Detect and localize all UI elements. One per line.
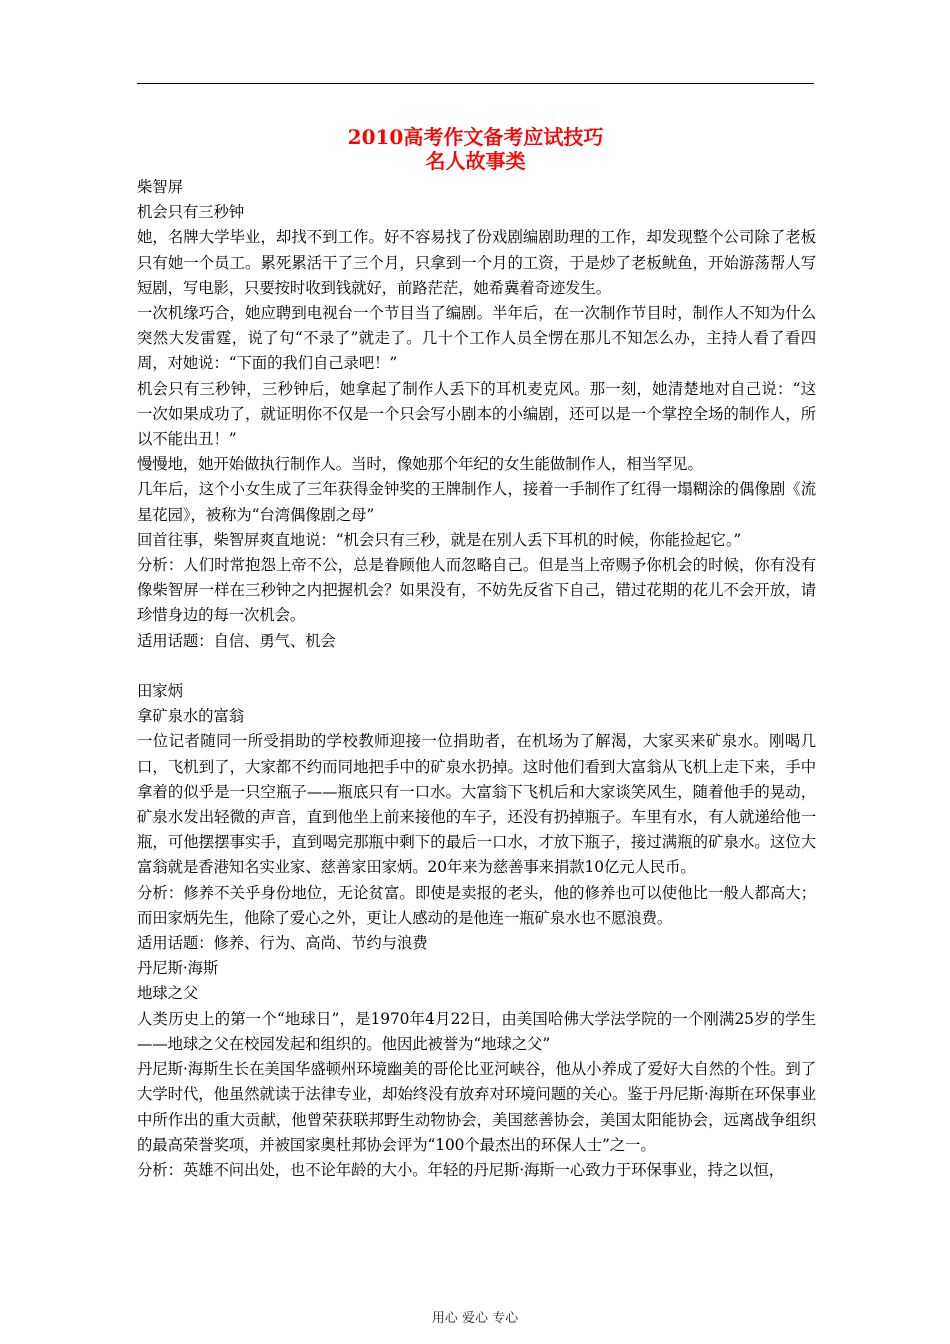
paragraph: 人类历史上的第一个“地球日”，是1970年4月22日，由美国哈佛大学法学院的一个刚满25岁的学生——地球之父在校园发起和组织的。他因此被誉为“地球之父” (137, 1009, 816, 1053)
story-person: 柴智屏 (137, 178, 183, 196)
blank-line (137, 654, 816, 679)
topics-line: 适用话题：自信、勇气、机会 (137, 631, 336, 650)
paragraph: 一次机缘巧合，她应聘到电视台一个节目当了编剧。半年后，在一次制作节目时，制作人不知为什么突然大发雷霆，说了句“不录了”就走了。几十个工作人员全愣在那儿不知怎么办，主持人看了看四周，对她说：“下面的我们自己录吧！” (137, 304, 816, 373)
story-headline: 地球之父 (137, 984, 199, 1003)
paragraph: 几年后，这个小女生成了三年获得金钟奖的王牌制作人，接着一手制作了红得一塌糊涂的偶像剧《流星花园》，被称为“台湾偶像剧之母” (137, 480, 816, 524)
paragraph: 机会只有三秒钟，三秒钟后，她拿起了制作人丢下的耳机麦克风。那一刻，她清楚地对自己说：“这一次如果成功了，就证明你不仅是一个只会写小剧本的小编剧，还可以是一个掌控全场的制作人，所以不能出丑！” (137, 379, 816, 449)
paragraph: 她，名牌大学毕业，却找不到工作。好不容易找了份戏剧编剧助理的工作，却发现整个公司除了老板只有她一个员工。累死累活干了三个月，只拿到一个月的工资，于是炒了老板鱿鱼，开始游荡帮人写短剧，写电影，只要按时收到钱就好，前路茫茫，她希冀着奇迹发生。 (137, 228, 816, 297)
page-title: 2010高考作文备考应试技巧 (347, 125, 604, 149)
analysis-paragraph: 分析：修养不关乎身份地位，无论贫富。即使是卖报的老头，他的修养也可以使他比一般人都高大；而田家炳先生，他除了爱心之外，更让人感动的是他连一瓶矿泉水也不愿浪费。 (137, 883, 816, 927)
paragraph: 一位记者随同一所受捐助的学校教师迎接一位捐助者，在机场为了解渴，大家买来矿泉水。刚喝几口，飞机到了，大家都不约而同地把手中的矿泉水扔掉。这时他们看到大富翁从飞机上走下来，手中拿着的似乎是一只空瓶子——瓶底只有一口水。大富翁下飞机后和大家谈笑风生，随着他手的晃动，矿泉水发出轻微的声音，直到他坐上前来接他的车子，还没有扔掉瓶子。车里有水，有人就递给他一瓶，可他摆摆事实手，直到喝完那瓶中剩下的最后一口水，才放下瓶子，接过满瓶的矿泉水。这位大富翁就是香港知名实业家、慈善家田家炳。20年来为慈善事来捐款10亿元人民币。 (137, 732, 816, 877)
paragraph: 慢慢地，她开始做执行制作人。当时，像她那个年纪的女生能做制作人，相当罕见。 (137, 455, 703, 474)
analysis-paragraph: 分析：英雄不问出处，也不论年龄的大小。年轻的丹尼斯·海斯一心致力于环保事业，持之以恒， (137, 1160, 784, 1179)
paragraph: 回首往事，柴智屏爽直地说：“机会只有三秒，就是在别人丢下耳机的时候，你能捡起它。” (137, 530, 742, 549)
story-headline: 机会只有三秒钟 (137, 203, 245, 222)
header-rule (137, 83, 814, 84)
page-subtitle: 名人故事类 (425, 149, 526, 173)
analysis-paragraph: 分析：人们时常抱怨上帝不公，总是眷顾他人而忽略自己。但是当上帝赐予你机会的时候，你有没有像柴智屏一样在三秒钟之内把握机会？如果没有，不妨先反省下自己，错过花期的花儿不会开放，请珍惜身边的每一次机会。 (137, 556, 816, 625)
document-body (137, 175, 816, 1183)
page-footer: 用心 爱心 专心 (431, 1311, 519, 1326)
topics-line: 适用话题：修养、行为、高尚、节约与浪费 (137, 934, 428, 953)
story-headline: 拿矿泉水的富翁 (137, 707, 245, 726)
title-block (137, 125, 814, 173)
story-tian-jiabing (137, 679, 816, 956)
story-person: 丹尼斯·海斯 (137, 959, 219, 978)
story-chai-zhiping (137, 175, 816, 654)
story-person: 田家炳 (137, 682, 183, 701)
paragraph: 丹尼斯·海斯生长在美国华盛顿州环境幽美的哥伦比亚河峡谷，他从小养成了爱好大自然的个性。到了大学时代，他虽然就读于法律专业，却始终没有放弃对环境问题的关心。鉴于丹尼斯·海斯在环保事业中所作出的重大贡献，他曾荣获联邦野生动物协会，美国慈善协会，美国太阳能协会，远离战争组织的最高荣誉奖项，并被国家奥杜邦协会评为“100个最杰出的环保人士”之一。 (137, 1060, 816, 1154)
story-denis-hayes (137, 956, 816, 1183)
